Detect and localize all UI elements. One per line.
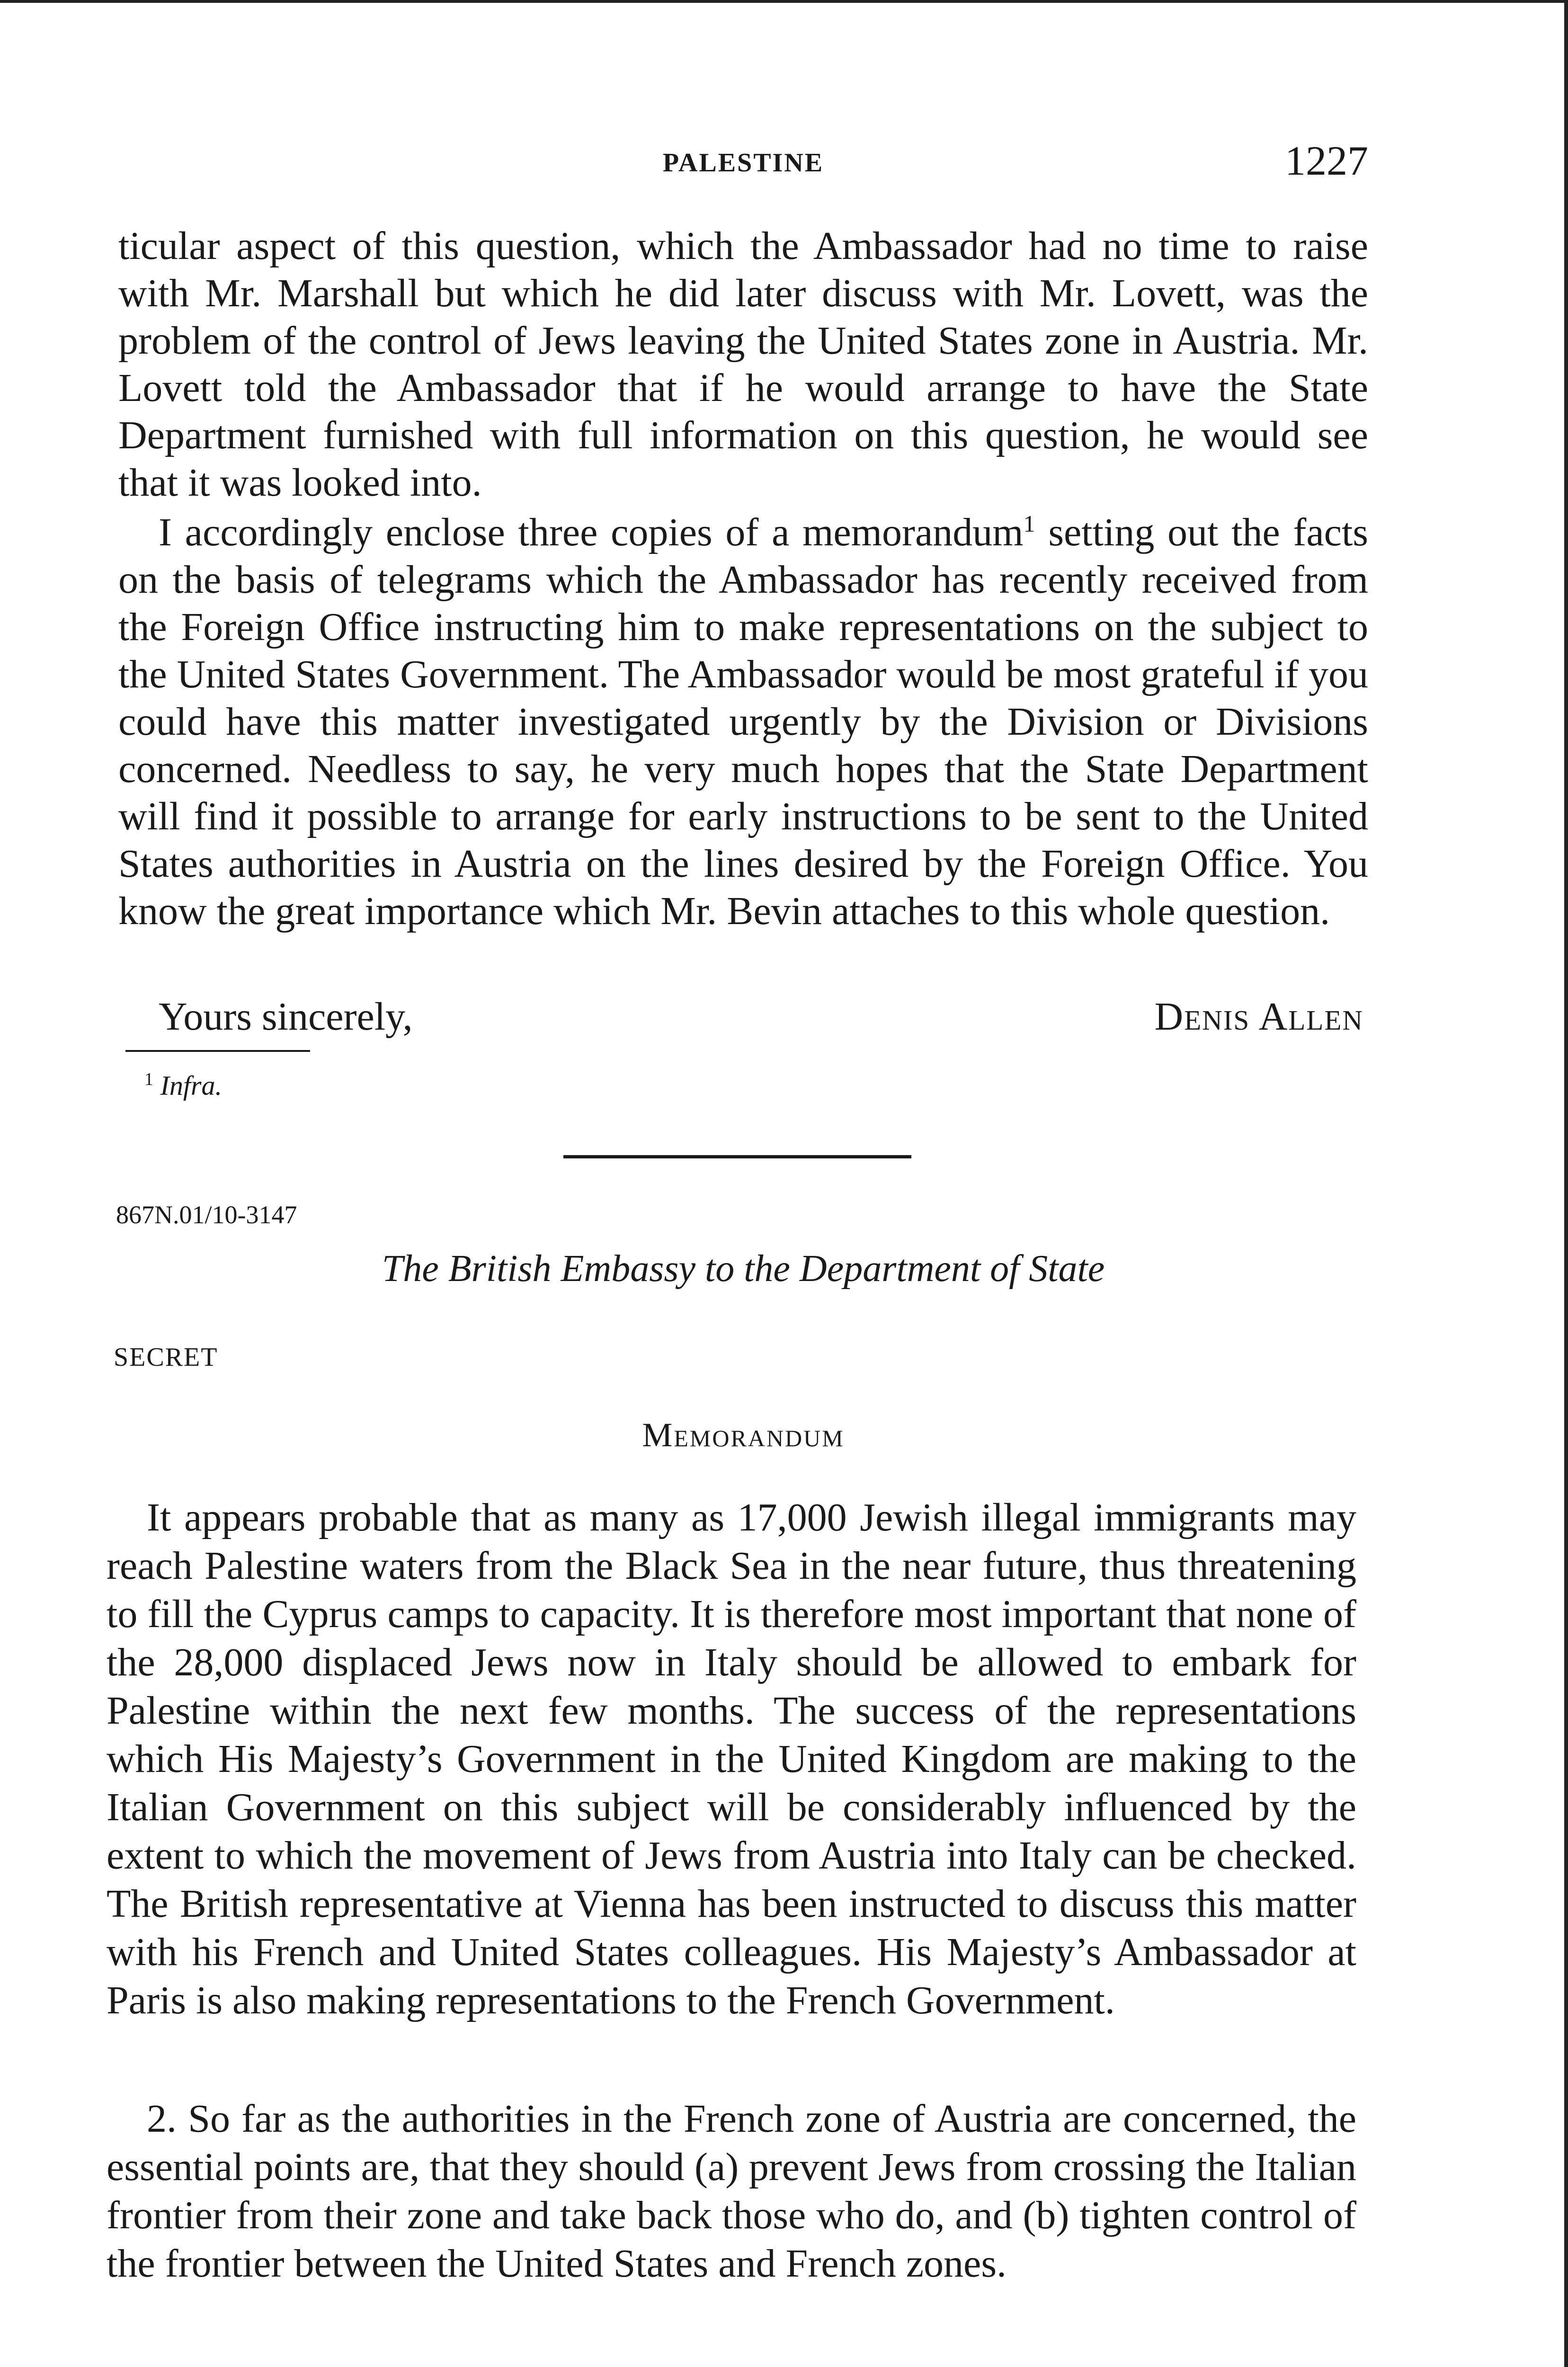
letter-paragraph-2 [118,509,1368,935]
letter-paragraph-1: ticular aspect of this question, which the Ambassador had no time to raise with Mr. Marshall but which he did later discuss with Mr. Lovett, was the problem of the control of Jews leaving the United States zone in Austria. Mr. Lovett told the Ambassador that if he would arrange to have the State Department furnished with full information on this question, he would see that it was looked into. [118,224,1368,505]
running-head: PALESTINE [662,148,824,178]
section-divider [563,1155,911,1158]
footnote-text: Infra. [160,1070,222,1101]
footnote-marker: 1 [144,1069,153,1089]
footnote-rule [125,1050,310,1052]
document-title: The British Embassy to the Department of State [382,1248,1105,1290]
memorandum-paragraph-2: 2. So far as the authorities in the French zone of Austria are concerned, the essential points are, that they should (a) prevent Jews from crossing the Italian frontier from their zone and take back those who do, and (b) tighten control of the frontier between the United States and French zones. [107,2097,1356,2286]
complimentary-close: Yours sincerely, [159,995,413,1039]
memorandum-paragraph-1: It appears probable that as many as 17,000 Jewish illegal immigrants may reach Palestine waters from the Black Sea in the near future, thus threatening to fill the Cyprus camps to capacity. It is therefore most important that none of the 28,000 displaced Jews now in Italy should be allowed to embark for Palestine within the next few months. The success of the representations which His Majesty’s Government in the United Kingdom are making to the Italian Government on this subject will be considerably influenced by the extent to which the movement of Jews from Austria into Italy can be checked. The British representative at Vienna has been instructed to discuss this matter with his French and United States colleagues. His Majesty’s Ambassador at Paris is also making representations to the French Government. [107,1495,1356,2022]
footnote-reference: 1 [1023,510,1035,537]
page-header [118,137,1368,189]
page-top-edge [0,0,1568,3]
signature: Denis Allen [1154,995,1363,1039]
page-number: 1227 [1285,138,1368,184]
classification-label: SECRET [114,1343,218,1372]
letter-paragraph-2-rest: setting out the facts on the basis of telegrams which the Ambassador has recently received from the Foreign Office instructing him to make representations on the subject to the United States Government. The Ambassador would be most grateful if you could have this matter investigated urgently by the Division or Divisions concerned. Needless to say, he very much hopes that the State Department will find it possible to arrange for early instructions to be sent to the United States authorities in Austria on the lines desired by the Foreign Office. You know the great importance which Mr. Bevin attaches to this whole question. [118,510,1368,933]
file-number: 867N.01/10-3147 [116,1201,297,1229]
letter-paragraph-2-start: I accordingly enclose three copies of a memorandum [159,510,1024,554]
letter-closing [118,993,1363,1041]
page-right-edge [1564,0,1568,2367]
footnote [144,1069,222,1101]
memorandum-heading: Memorandum [642,1416,845,1454]
